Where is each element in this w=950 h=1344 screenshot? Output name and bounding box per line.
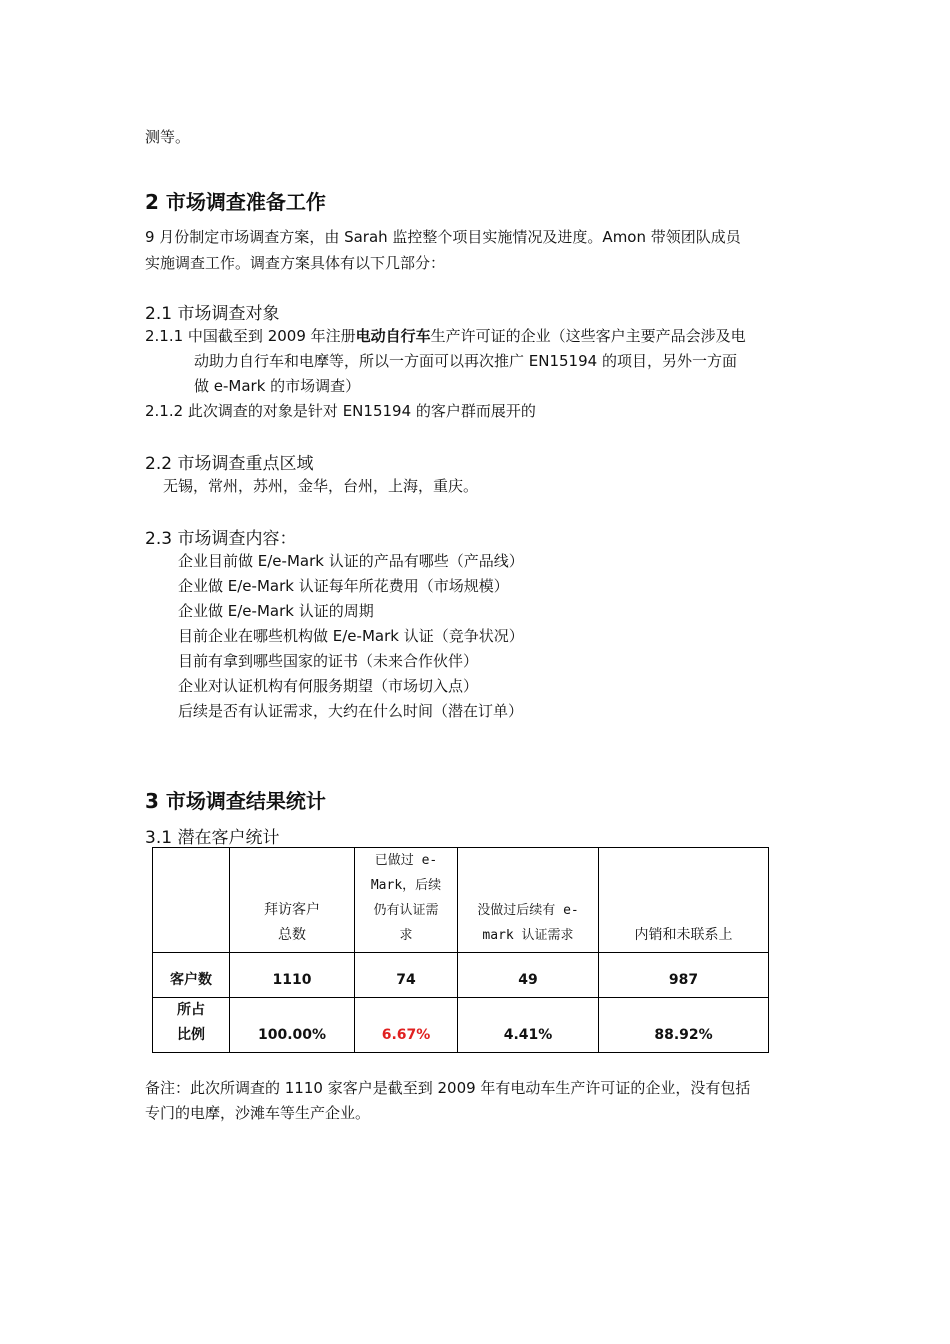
table-header-row [153,848,769,953]
table-cell: 1110 [230,953,355,998]
item-2-1-1-line-3: 做 e-Mark 的市场调查） [194,377,361,395]
header-done-emark: 已做过 e- Mark，后续 仍有认证需 求 [355,848,458,953]
survey-item: 企业目前做 E/e-Mark 认证的产品有哪些（产品线） [178,552,524,570]
table-row-customer-count [153,953,769,998]
section-2-2-heading: 2.2 市场调查重点区域 [145,454,314,474]
survey-item: 企业做 E/e-Mark 认证每年所花费用（市场规模） [178,577,509,595]
section-2-heading: 2 市场调查准备工作 [145,190,326,214]
intro-tail-text: 测等。 [145,128,191,146]
item-2-1-1-bold: 电动自行车 [355,327,431,345]
item-2-1-1-line-1 [145,324,746,349]
header-total-visited: 拜访客户 总数 [230,848,355,953]
table-cell: 88.92% [599,998,769,1053]
table-cell-highlight: 6.67% [355,998,458,1053]
survey-item: 目前有拿到哪些国家的证书（未来合作伙伴） [178,652,479,670]
header-domestic-unreached: 内销和未联系上 [599,848,769,953]
survey-item: 后续是否有认证需求，大约在什么时间（潜在订单） [178,702,524,720]
section-2-paragraph-line-2: 实施调查工作。调查方案具体有以下几部分： [145,254,446,272]
section-2-1-heading: 2.1 市场调查对象 [145,304,280,324]
section-2-paragraph-line-1: 9 月份制定市场调查方案，由 Sarah 监控整个项目实施情况及进度。Amon 带领团队成员 [145,228,741,246]
table-cell: 4.41% [458,998,599,1053]
item-2-1-1-suffix: 生产许可证的企业（这些客户主要产品会涉及电 [430,327,746,345]
table-corner-cell [153,848,230,953]
potential-customer-table [152,847,769,1053]
survey-item: 企业做 E/e-Mark 认证的周期 [178,602,374,620]
item-2-1-1-prefix: 2.1.1 中国截至到 2009 年注册 [145,327,356,345]
row-label-percentage: 所占 比例 [153,998,230,1053]
survey-item: 企业对认证机构有何服务期望（市场切入点） [178,677,479,695]
item-2-1-2: 2.1.2 此次调查的对象是针对 EN15194 的客户群而展开的 [145,402,536,420]
table-cell: 100.00% [230,998,355,1053]
table-row-percentage [153,998,769,1053]
section-3-heading: 3 市场调查结果统计 [145,789,326,813]
header-not-done-emark: 没做过后续有 e- mark 认证需求 [458,848,599,953]
section-2-3-heading: 2.3 市场调查内容： [145,529,297,549]
table-cell: 74 [355,953,458,998]
row-label-customer-count: 客户数 [153,953,230,998]
note-line-2: 专门的电摩，沙滩车等生产企业。 [145,1104,371,1122]
survey-item: 目前企业在哪些机构做 E/e-Mark 认证（竞争状况） [178,627,524,645]
areas-list: 无锡，常州，苏州，金华，台州，上海，重庆。 [163,477,479,495]
table-cell: 987 [599,953,769,998]
section-3-1-heading: 3.1 潜在客户统计 [145,828,280,848]
item-2-1-1-line-2: 动助力自行车和电摩等，所以一方面可以再次推广 EN15194 的项目，另外一方面 [194,352,737,370]
note-line-1: 备注：此次所调查的 1110 家客户是截至到 2009 年有电动车生产许可证的企业，没有包括 [145,1079,751,1097]
table-cell: 49 [458,953,599,998]
